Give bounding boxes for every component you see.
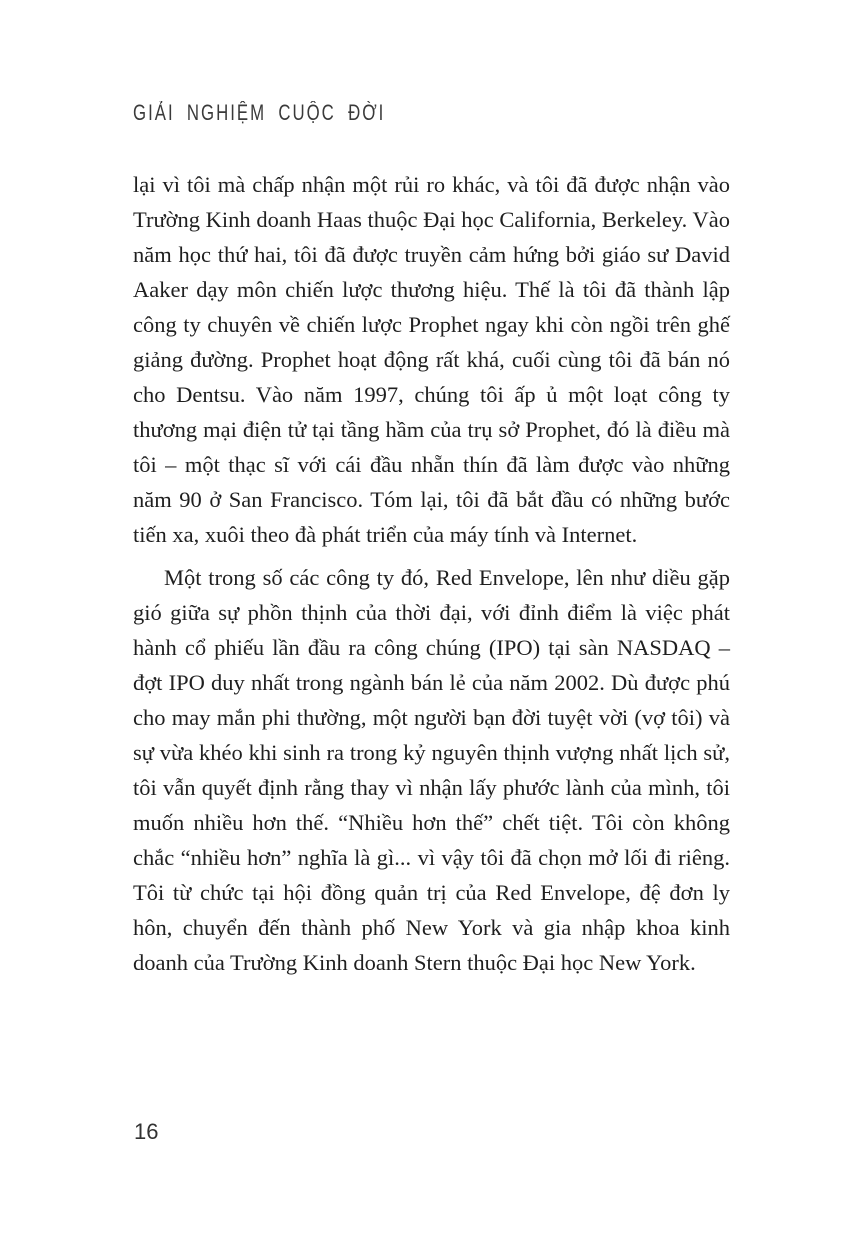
running-header-title: GIẢI NGHIỆM CUỘC ĐỜI <box>133 101 386 126</box>
page-number: 16 <box>134 1119 159 1144</box>
paragraph: Một trong số các công ty đó, Red Envelope, lên như diều gặp gió giữa sự phồn thịnh của thời đại, với đỉnh điểm là việc phát hành cổ phiếu lần đầu ra công chúng (IPO) tại sàn NASDAQ – đợt IPO duy nhất trong ngành bán lẻ của năm 2002. Dù được phú cho may mắn phi thường, một người bạn đời tuyệt vời (vợ tôi) và sự vừa khéo khi sinh ra trong kỷ nguyên thịnh vượng nhất lịch sử, tôi vẫn quyết định rằng thay vì nhận lấy phước lành của mình, tôi muốn nhiều hơn thế. “Nhiều hơn thế” chết tiệt. Tôi còn không chắc “nhiều hơn” nghĩa là gì... vì vậy tôi đã chọn mở lối đi riêng. Tôi từ chức tại hội đồng quản trị của Red Envelope, đệ đơn ly hôn, chuyển đến thành phố New York và gia nhập khoa kinh doanh của Trường Kinh doanh Stern thuộc Đại học New York. <box>133 565 730 975</box>
page-body-text <box>133 167 730 980</box>
paragraph-continuation: lại vì tôi mà chấp nhận một rủi ro khác, và tôi đã được nhận vào Trường Kinh doanh Haas thuộc Đại học California, Berkeley. Vào năm học thứ hai, tôi đã được truyền cảm hứng bởi giáo sư David Aaker dạy môn chiến lược thương hiệu. Thế là tôi đã thành lập công ty chuyên về chiến lược Prophet ngay khi còn ngồi trên ghế giảng đường. Prophet hoạt động rất khá, cuối cùng tôi đã bán nó cho Dentsu. Vào năm 1997, chúng tôi ấp ủ một loạt công ty thương mại điện tử tại tầng hầm của trụ sở Prophet, đó là điều mà tôi – một thạc sĩ với cái đầu nhẵn thín đã làm được vào những năm 90 ở San Francisco. Tóm lại, tôi đã bắt đầu có những bước tiến xa, xuôi theo đà phát triển của máy tính và Internet. <box>133 172 730 547</box>
